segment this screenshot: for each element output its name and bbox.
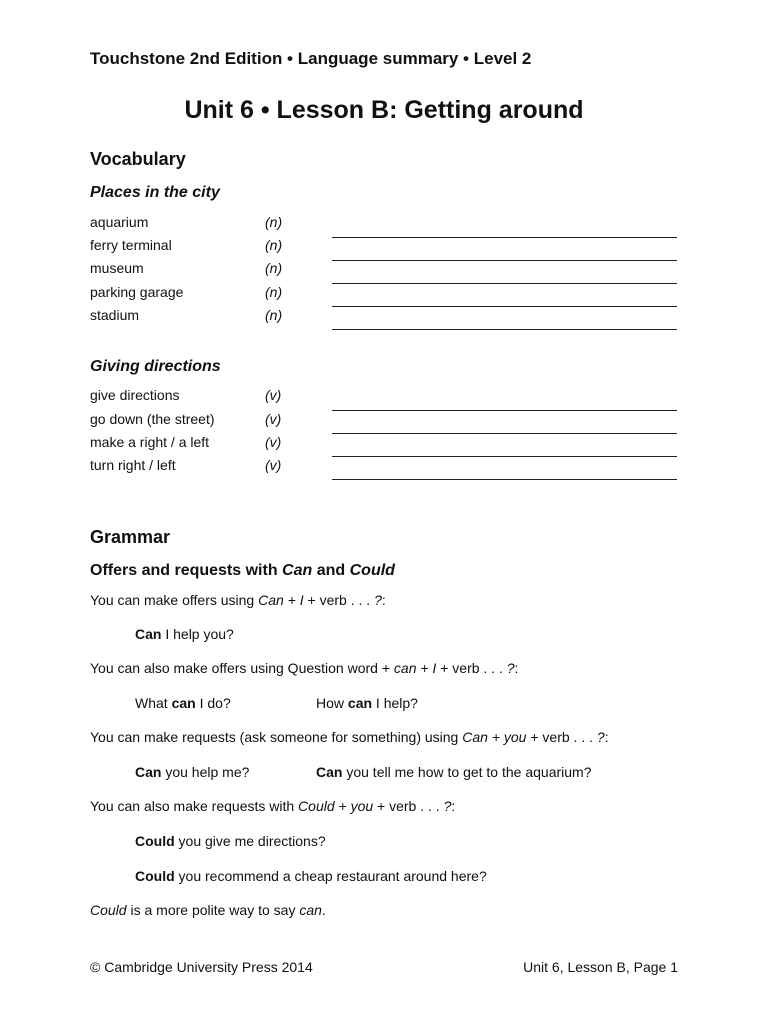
example-sentence: What can I do? [135,695,231,711]
answer-line[interactable] [332,260,677,261]
footer-page-info: Unit 6, Lesson B, Page 1 [523,959,678,975]
grammar-subheading: Offers and requests with Can and Could [90,562,395,579]
answer-line[interactable] [332,456,677,457]
example-sentence: Can you help me? [135,764,250,780]
example-sentence: Could you recommend a cheap restaurant around here? [135,868,487,884]
part-of-speech: (n) [265,284,283,300]
vocab-term: go down (the street) [90,411,215,427]
vocab-term: parking garage [90,284,184,300]
answer-line[interactable] [332,237,677,238]
example-sentence: Can you tell me how to get to the aquarium? [316,764,592,780]
answer-line[interactable] [332,479,677,480]
answer-line[interactable] [332,283,677,284]
vocab-term: ferry terminal [90,237,172,253]
document-header: Touchstone 2nd Edition • Language summary • Level 2 [90,49,532,68]
vocabulary-heading: Vocabulary [90,149,186,169]
grammar-rule-question-offers: You can also make offers using Question word + can + I + verb . . . ?: [90,660,519,676]
answer-line[interactable] [332,433,677,434]
vocab-term: give directions [90,387,180,403]
answer-line[interactable] [332,306,677,307]
vocab-term: make a right / a left [90,434,210,450]
example-sentence: How can I help? [316,695,418,711]
vocab-term: stadium [90,307,140,323]
grammar-rule-offers: You can make offers using Can + I + verb . . . ?: [90,592,386,608]
page-title: Unit 6 • Lesson B: Getting around [184,96,584,124]
part-of-speech: (n) [265,260,283,276]
vocab-term: aquarium [90,214,149,230]
example-sentence: Can I help you? [135,626,234,642]
grammar-heading: Grammar [90,527,171,547]
example-sentence: Could you give me directions? [135,833,326,849]
answer-line[interactable] [332,410,677,411]
part-of-speech: (n) [265,307,283,323]
grammar-rule-requests: You can make requests (ask someone for something) using Can + you + verb . . . ?: [90,729,609,745]
grammar-rule-could: You can also make requests with Could + you + verb . . . ?: [90,798,456,814]
part-of-speech: (v) [265,434,282,450]
directions-heading: Giving directions [90,358,221,375]
places-heading: Places in the city [90,184,220,201]
part-of-speech: (v) [265,457,282,473]
vocab-term: museum [90,260,144,276]
part-of-speech: (n) [265,237,283,253]
vocab-term: turn right / left [90,457,176,473]
footer-copyright: © Cambridge University Press 2014 [90,959,313,975]
part-of-speech: (v) [265,411,282,427]
part-of-speech: (n) [265,214,283,230]
answer-line[interactable] [332,329,677,330]
part-of-speech: (v) [265,387,282,403]
grammar-note: Could is a more polite way to say can. [90,902,326,918]
